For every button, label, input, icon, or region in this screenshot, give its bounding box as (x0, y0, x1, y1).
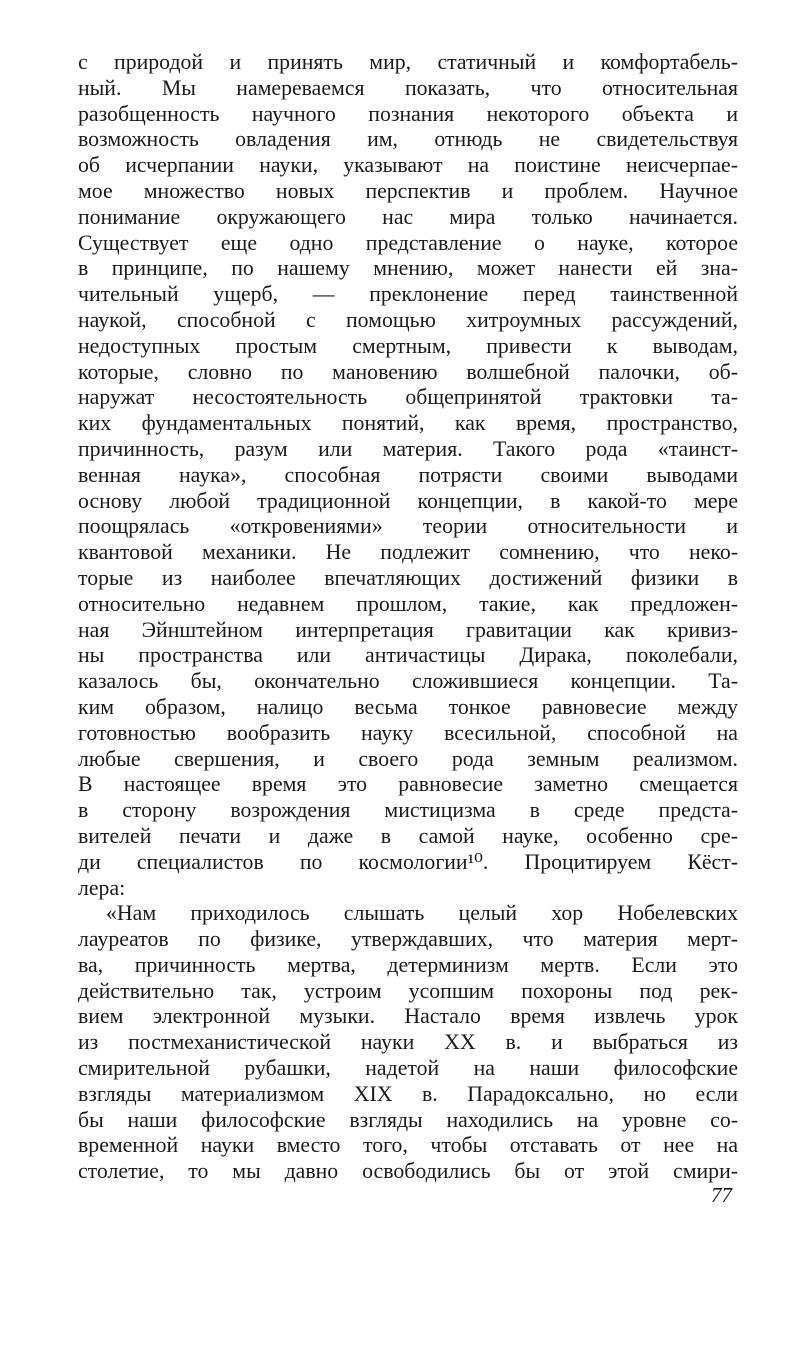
page-number: 77 (711, 1183, 732, 1207)
text-line: ких фундаментальных понятий, как время, пространство, (78, 411, 738, 436)
text-line: поощрялась «откровениями» теории относительности и (78, 514, 738, 539)
text-line: основу любой традиционной концепции, в какой-то мере (78, 488, 738, 513)
text-line: готовностью вообразить науку всесильной, способной на (78, 720, 738, 745)
text-line: в принципе, по нашему мнению, может нанести ей зна- (78, 256, 738, 281)
text-line: с природой и принять мир, статичный и комфортабель- (78, 50, 738, 74)
text-line: которые, словно по мановению волшебной палочки, об- (78, 359, 738, 384)
quote-line: столетие, то мы давно освободились бы от этой смири- (78, 1159, 738, 1184)
text-line: казалось бы, окончательно сложившиеся концепции. Та- (78, 669, 738, 694)
text-line: лера: (78, 875, 126, 900)
quote-line: бы наши философские взгляды находились на уровне со- (78, 1107, 738, 1132)
text-line: любые свершения, и своего рода земным реализмом. (78, 746, 738, 771)
text-line: разобщенность научного познания некоторого объекта и (78, 101, 738, 126)
quote-line: из постмеханистической науки XX в. и выбраться из (78, 1030, 738, 1055)
text-line: относительно недавнем прошлом, такие, как предложен- (78, 591, 738, 616)
quote-line: ва, причинность мертва, детерминизм мертв. Если это (78, 952, 738, 977)
text-line: ная Эйнштейном интерпретация гравитации как кривиз- (78, 617, 738, 642)
text-line: возможность овладения им, отнюдь не свидетельствуя (78, 127, 738, 152)
text-line: ны пространства или античастицы Дирака, поколебали, (78, 643, 738, 668)
text-line: чительный ущерб, — преклонение перед таинственной (78, 282, 738, 307)
quote-line: взгляды материализмом XIX в. Парадоксально, но если (78, 1081, 738, 1106)
text-line: причинность, разум или материя. Такого рода «таинст- (78, 436, 738, 461)
quote-line: «Нам приходилось слышать целый хор Нобелевских (106, 901, 738, 926)
quote-line: действительно так, устроим усопшим похороны под рек- (78, 978, 738, 1003)
text-line: вителей печати и даже в самой науке, особенно сре- (78, 823, 738, 848)
text-line: понимание окружающего нас мира только начинается. (78, 204, 738, 229)
text-line: ди специалистов по космологии¹⁰. Процитируем Кёст- (78, 849, 738, 874)
text-line: квантовой механики. Не подлежит сомнению, что неко- (78, 540, 738, 565)
text-line: ким образом, налицо весьма тонкое равновесие между (78, 694, 738, 719)
text-line: торые из наиболее впечатляющих достижений физики в (78, 565, 738, 590)
text-line: наукой, способной с помощью хитроумных рассуждений, (78, 307, 738, 332)
body-text (78, 50, 738, 1185)
text-line: недоступных простым смертным, привести к выводам, (78, 333, 738, 358)
text-line: венная наука», способная потрясти своими выводами (78, 462, 738, 487)
text-line: об исчерпании науки, указывают на поистине неисчерпае- (78, 153, 738, 178)
quote-line: временной науки вместо того, чтобы отставать от нее на (78, 1133, 738, 1158)
quote-line: смирительной рубашки, надетой на наши философские (78, 1056, 738, 1081)
text-line: наружат несостоятельность общепринятой трактовки та- (78, 385, 738, 410)
text-line: Существует еще одно представление о науке, которое (78, 230, 738, 255)
text-line: ный. Мы намереваемся показать, что относительная (78, 75, 738, 100)
text-line: мое множество новых перспектив и проблем. Научное (78, 178, 738, 203)
text-line: В настоящее время это равновесие заметно смещается (78, 772, 738, 797)
quote-line: вием электронной музыки. Настало время извлечь урок (78, 1004, 738, 1029)
quote-line: лауреатов по физике, утверждавших, что материя мерт- (78, 927, 738, 952)
text-line: в сторону возрождения мистицизма в среде предста- (78, 798, 738, 823)
